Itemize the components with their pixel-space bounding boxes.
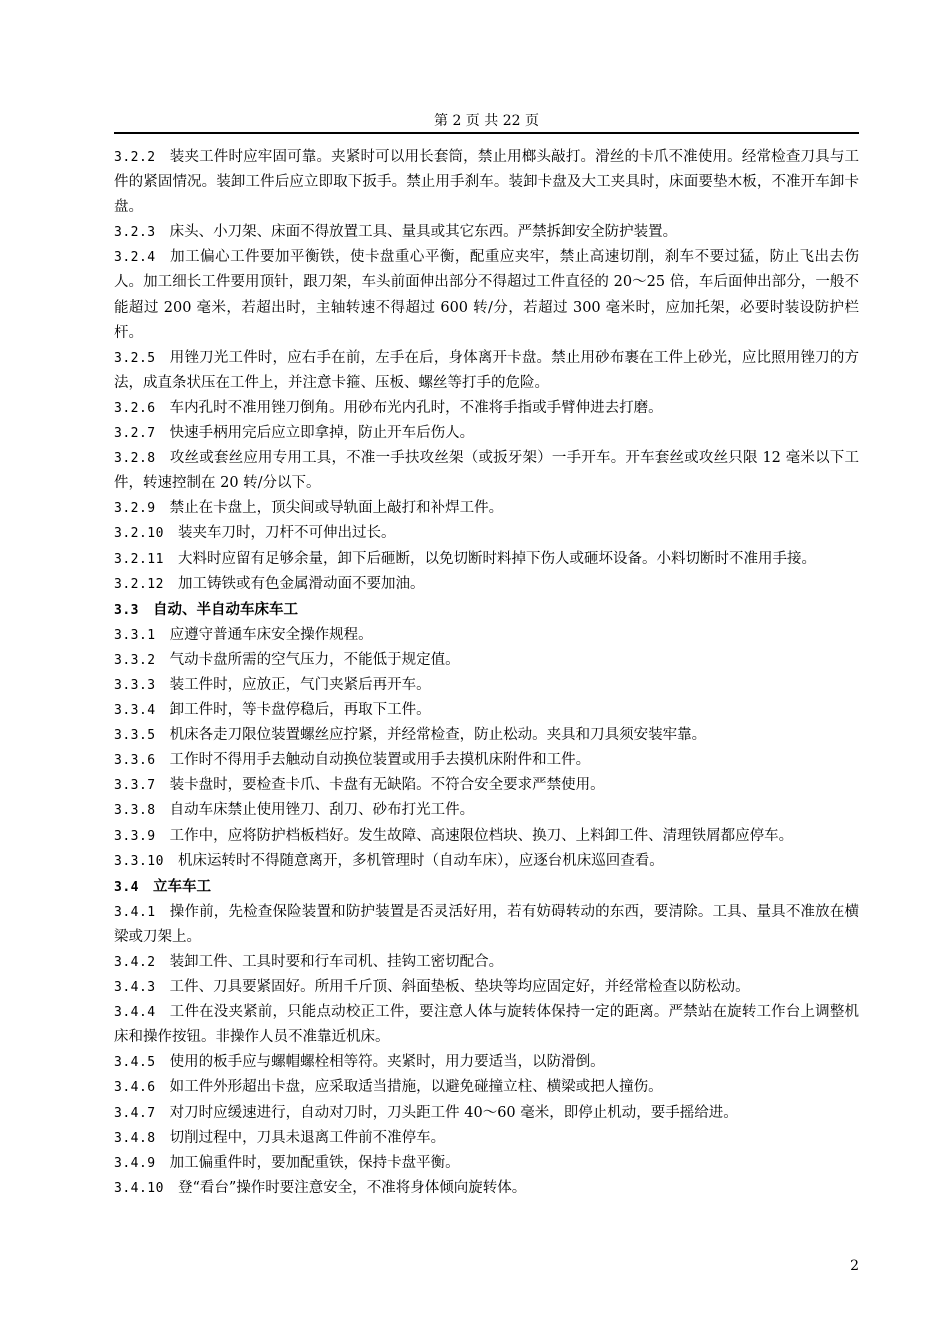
clause-text: 用锉刀光工件时，应右手在前，左手在后，身体离开卡盘。禁止用砂布裹在工件上砂光，应比照用锉刀的方法，成直条状压在工件上，并注意卡箍、压板、螺丝等打手的危险。	[114, 349, 859, 391]
document-body	[114, 145, 859, 1201]
section-heading	[114, 597, 859, 623]
clause-paragraph	[114, 623, 859, 648]
clause-number: 3.3.10	[114, 853, 164, 869]
clause-number: 3.4.2	[114, 955, 156, 970]
clause-paragraph	[114, 1176, 859, 1201]
clause-text: 使用的板手应与螺帽螺栓相等符。夹紧时，用力要适当，以防滑倒。	[169, 1054, 605, 1071]
clause-text: 应遵守普通车床安全操作规程。	[169, 626, 373, 643]
clause-text: 操作前，先检查保险装置和防护装置是否灵活好用，若有妨碍转动的东西，要清除。工具、量具不准放在横梁或刀架上。	[114, 903, 859, 945]
page-header: 第 2 页 共 22 页	[434, 113, 539, 129]
clause-number: 3.4.9	[114, 1155, 156, 1171]
section-heading	[114, 874, 859, 900]
clause-number: 3.3.5	[114, 728, 156, 744]
clause-number: 3.3.3	[114, 677, 156, 693]
clause-number: 3.4.5	[114, 1055, 156, 1071]
clause-number: 3.2.4	[114, 250, 156, 266]
header-divider	[114, 132, 859, 134]
clause-number: 3.3.1	[114, 627, 156, 643]
clause-number: 3.4.10	[114, 1180, 164, 1196]
clause-number: 3.3.2	[114, 652, 156, 668]
clause-text: 加工铸铁或有色金属滑动面不要加油。	[177, 575, 425, 592]
clause-paragraph	[114, 900, 859, 950]
clause-number: 3.4.7	[114, 1105, 156, 1121]
clause-text: 床头、小刀架、床面不得放置工具、量具或其它东西。严禁拆卸安全防护装置。	[169, 224, 678, 241]
clause-paragraph	[114, 572, 859, 597]
clause-number: 3.2.3	[114, 225, 156, 241]
clause-paragraph	[114, 698, 859, 723]
clause-text: 工作时不得用手去触动自动换位装置或用手去摸机床附件和工件。	[169, 752, 591, 769]
clause-text: 加工偏重件时，要加配重铁，保持卡盘平衡。	[169, 1154, 460, 1171]
clause-paragraph	[114, 748, 859, 773]
clause-number: 3.4.4	[114, 1005, 156, 1021]
clause-text: 如工件外形超出卡盘，应采取适当措施，以避免碰撞立柱、横梁或把人撞伤。	[169, 1079, 663, 1096]
clause-text: 自动车床禁止使用锉刀、刮刀、砂布打光工件。	[169, 802, 475, 819]
clause-paragraph	[114, 446, 859, 496]
clause-number: 3.3.6	[114, 753, 156, 769]
clause-paragraph	[114, 421, 859, 446]
clause-text: 装卡盘时，要检查卡爪、卡盘有无缺陷。不符合安全要求严禁使用。	[169, 777, 605, 794]
clause-number: 3.4.3	[114, 980, 156, 996]
clause-paragraph	[114, 824, 859, 849]
clause-paragraph	[114, 673, 859, 698]
section-heading-text: 自动、半自动车床车工	[152, 600, 298, 618]
clause-paragraph	[114, 975, 859, 1000]
clause-paragraph	[114, 496, 859, 521]
clause-number: 3.2.7	[114, 426, 156, 442]
clause-text: 切削过程中，刀具未退离工件前不准停车。	[169, 1129, 446, 1146]
clause-text: 快速手柄用完后应立即拿掉，防止开车后伤人。	[169, 425, 475, 442]
clause-text: 装夹工件时应牢固可靠。夹紧时可以用长套筒，禁止用榔头敲打。滑丝的卡爪不准使用。经常检查刀具与工件的紧固情况。装卸工件后应立即取下扳手。禁止用手刹车。装卸卡盘及大工夹具时，床面要垫木板，不准开车卸卡盘。	[114, 149, 859, 216]
clause-number: 3.2.8	[114, 451, 156, 467]
clause-paragraph	[114, 1101, 859, 1126]
clause-text: 车内孔时不准用锉刀倒角。用砂布光内孔时，不准将手指或手臂伸进去打磨。	[169, 399, 663, 416]
clause-paragraph	[114, 723, 859, 748]
clause-text: 气动卡盘所需的空气压力，不能低于规定值。	[169, 651, 460, 668]
clause-number: 3.2.2	[114, 150, 156, 165]
clause-text: 登“看台”操作时要注意安全，不准将身体倾向旋转体。	[177, 1179, 527, 1196]
clause-text: 装夹车刀时，刀杆不可伸出过长。	[177, 525, 396, 542]
clause-number: 3.2.10	[114, 526, 164, 542]
clause-number: 3.4.8	[114, 1130, 156, 1146]
clause-text: 工件、刀具要紧固好。所用千斤顶、斜面垫板、垫块等均应固定好，并经常检查以防松动。	[169, 979, 750, 996]
clause-paragraph	[114, 773, 859, 798]
clause-paragraph	[114, 798, 859, 823]
clause-text: 机床运转时不得随意离开，多机管理时（自动车床），应逐台机床巡回查看。	[177, 852, 664, 869]
clause-text: 卸工件时，等卡盘停稳后，再取下工件。	[169, 702, 431, 719]
clause-text: 加工偏心工件要加平衡铁，使卡盘重心平衡，配重应夹牢，禁止高速切削，刹车不要过猛，防止飞出去伤人。加工细长工件要用顶针，跟刀架，车头前面伸出部分不得超过工件直径的 20～25 倍，车后面伸出部分，一般不能超过 200 毫米，若超出时，主轴转速不得超过 600 转/分，若超过 300 毫米时，应加托架，必要时装设防护栏杆。	[114, 249, 859, 341]
clause-paragraph	[114, 1126, 859, 1151]
clause-number: 3.2.5	[114, 350, 156, 366]
clause-number: 3.2.6	[114, 400, 156, 416]
clause-text: 禁止在卡盘上，顶尖间或导轨面上敲打和补焊工件。	[169, 500, 504, 517]
clause-number: 3.3.7	[114, 778, 156, 794]
clause-number: 3.4.6	[114, 1080, 156, 1096]
clause-paragraph	[114, 145, 859, 220]
clause-number: 3.3.9	[114, 828, 156, 844]
clause-paragraph	[114, 547, 859, 572]
clause-paragraph	[114, 1050, 859, 1075]
clause-number: 3.4	[114, 879, 139, 895]
section-heading-text: 立车车工	[152, 877, 211, 895]
clause-paragraph	[114, 396, 859, 421]
clause-text: 大料时应留有足够余量，卸下后砸断，以免切断时料掉下伤人或砸坏设备。小料切断时不准用手接。	[177, 550, 816, 567]
clause-number: 3.2.12	[114, 576, 164, 592]
clause-paragraph	[114, 648, 859, 673]
page-number: 2	[850, 1258, 859, 1274]
clause-number: 3.3.8	[114, 803, 156, 819]
clause-text: 攻丝或套丝应用专用工具，不准一手扶攻丝架（或扳牙架）一手开车。开车套丝或攻丝只限 12 毫米以下工件，转速控制在 20 转/分以下。	[114, 450, 859, 492]
clause-paragraph	[114, 950, 859, 975]
clause-paragraph	[114, 849, 859, 874]
clause-paragraph	[114, 346, 859, 396]
clause-paragraph	[114, 1075, 859, 1100]
clause-number: 3.2.9	[114, 501, 156, 517]
clause-text: 工件在没夹紧前，只能点动校正工件，要注意人体与旋转体保持一定的距离。严禁站在旋转工作台上调整机床和操作按钮。非操作人员不准靠近机床。	[114, 1004, 859, 1046]
clause-number: 3.3.4	[114, 703, 156, 719]
clause-paragraph	[114, 521, 859, 546]
clause-text: 对刀时应缓速进行，自动对刀时，刀头距工件 40～60 毫米，即停止机动，要手摇给进。	[169, 1104, 738, 1121]
clause-text: 装卸工件、工具时要和行车司机、挂钩工密切配合。	[169, 954, 504, 970]
clause-number: 3.2.11	[114, 551, 164, 567]
clause-text: 工作中，应将防护档板档好。发生故障、高速限位档块、换刀、上料卸工件、清理铁屑都应停车。	[169, 827, 794, 844]
clause-paragraph	[114, 1151, 859, 1176]
clause-number: 3.3	[114, 602, 139, 618]
clause-paragraph	[114, 220, 859, 245]
clause-text: 装工件时，应放正，气门夹紧后再开车。	[169, 676, 431, 693]
clause-paragraph	[114, 245, 859, 345]
clause-text: 机床各走刀限位装置螺丝应拧紧，并经常检查，防止松动。夹具和刀具须安装牢靠。	[169, 727, 707, 744]
clause-number: 3.4.1	[114, 904, 156, 920]
clause-paragraph	[114, 1000, 859, 1050]
